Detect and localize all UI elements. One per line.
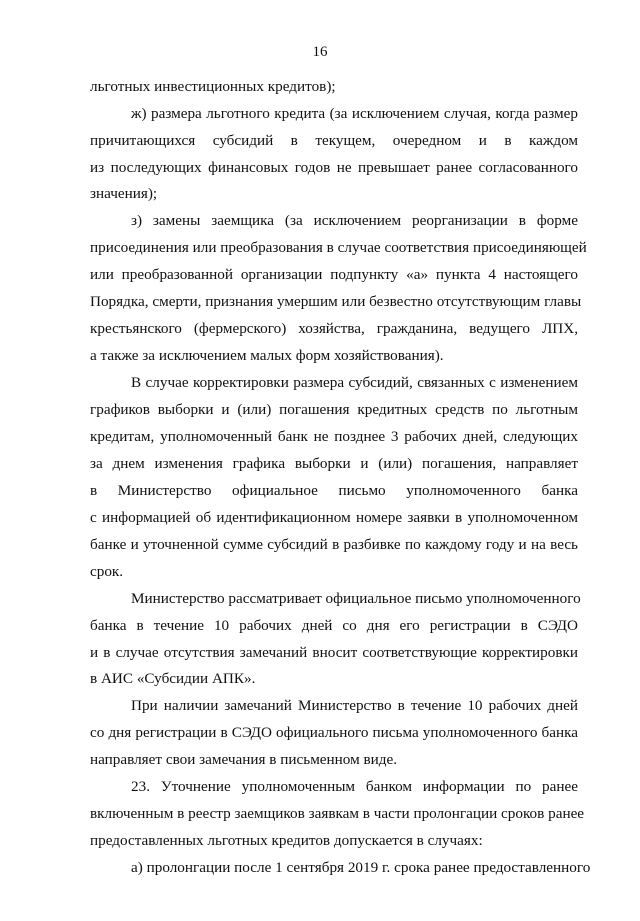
text-line: со дня регистрации в СЭДО официального письма уполномоченного банка: [90, 724, 578, 741]
text-line: из последующих финансовых годов не превышает ранее согласованного: [90, 159, 578, 176]
text-line: льготных инвестиционных кредитов);: [90, 78, 336, 95]
text-line: а) пролонгации после 1 сентября 2019 г. срока ранее предоставленного: [131, 859, 591, 876]
text-line: срок.: [90, 563, 124, 580]
text-line: присоединения или преобразования в случае соответствия присоединяющей: [90, 239, 587, 256]
text-line: 23. Уточнение уполномоченным банком информации по ранее: [131, 778, 578, 795]
text-line: предоставленных льготных кредитов допускается в случаях:: [90, 832, 483, 849]
text-line: кредитам, уполномоченный банк не позднее 3 рабочих дней, следующих: [90, 428, 578, 445]
text-line: причитающихся субсидий в текущем, очередном и в каждом: [90, 132, 578, 149]
text-line: графиков выборки и (или) погашения кредитных средств по льготным: [90, 401, 578, 418]
text-line: значения);: [90, 185, 158, 202]
text-line: з) замены заемщика (за исключением реорганизации в форме: [131, 212, 578, 229]
text-line: В случае корректировки размера субсидий, связанных с изменением: [131, 374, 578, 391]
text-line: банка в течение 10 рабочих дней со дня его регистрации в СЭДО: [90, 617, 578, 634]
text-line: крестьянского (фермерского) хозяйства, гражданина, ведущего ЛПХ,: [90, 320, 578, 337]
page-number: 16: [312, 44, 328, 60]
text-line: ж) размера льготного кредита (за исключением случая, когда размер: [131, 105, 578, 122]
text-line: в АИС «Субсидии АПК».: [90, 670, 256, 687]
text-line: с информацией об идентификационном номере заявки в уполномоченном: [90, 509, 578, 526]
text-line: или преобразованной организации подпункту «а» пункта 4 настоящего: [90, 266, 578, 283]
text-line: а также за исключением малых форм хозяйствования).: [90, 347, 444, 364]
text-line: банке и уточненной сумме субсидий в разбивке по каждому году и на весь: [90, 536, 578, 553]
text-line: и в случае отсутствия замечаний вносит соответствующие корректировки: [90, 644, 578, 661]
text-line: Министерство рассматривает официальное письмо уполномоченного: [131, 590, 581, 607]
text-line: за днем изменения графика выборки и (или) погашения, направляет: [90, 455, 578, 472]
text-line: включенным в реестр заемщиков заявкам в части пролонгации сроков ранее: [90, 805, 585, 822]
text-line: направляет свои замечания в письменном виде.: [90, 751, 398, 768]
text-line: При наличии замечаний Министерство в течение 10 рабочих дней: [131, 697, 578, 714]
text-line: в Министерство официальное письмо уполномоченного банка: [90, 482, 578, 499]
text-line: Порядка, смерти, признания умершим или безвестно отсутствующим главы: [90, 293, 582, 310]
